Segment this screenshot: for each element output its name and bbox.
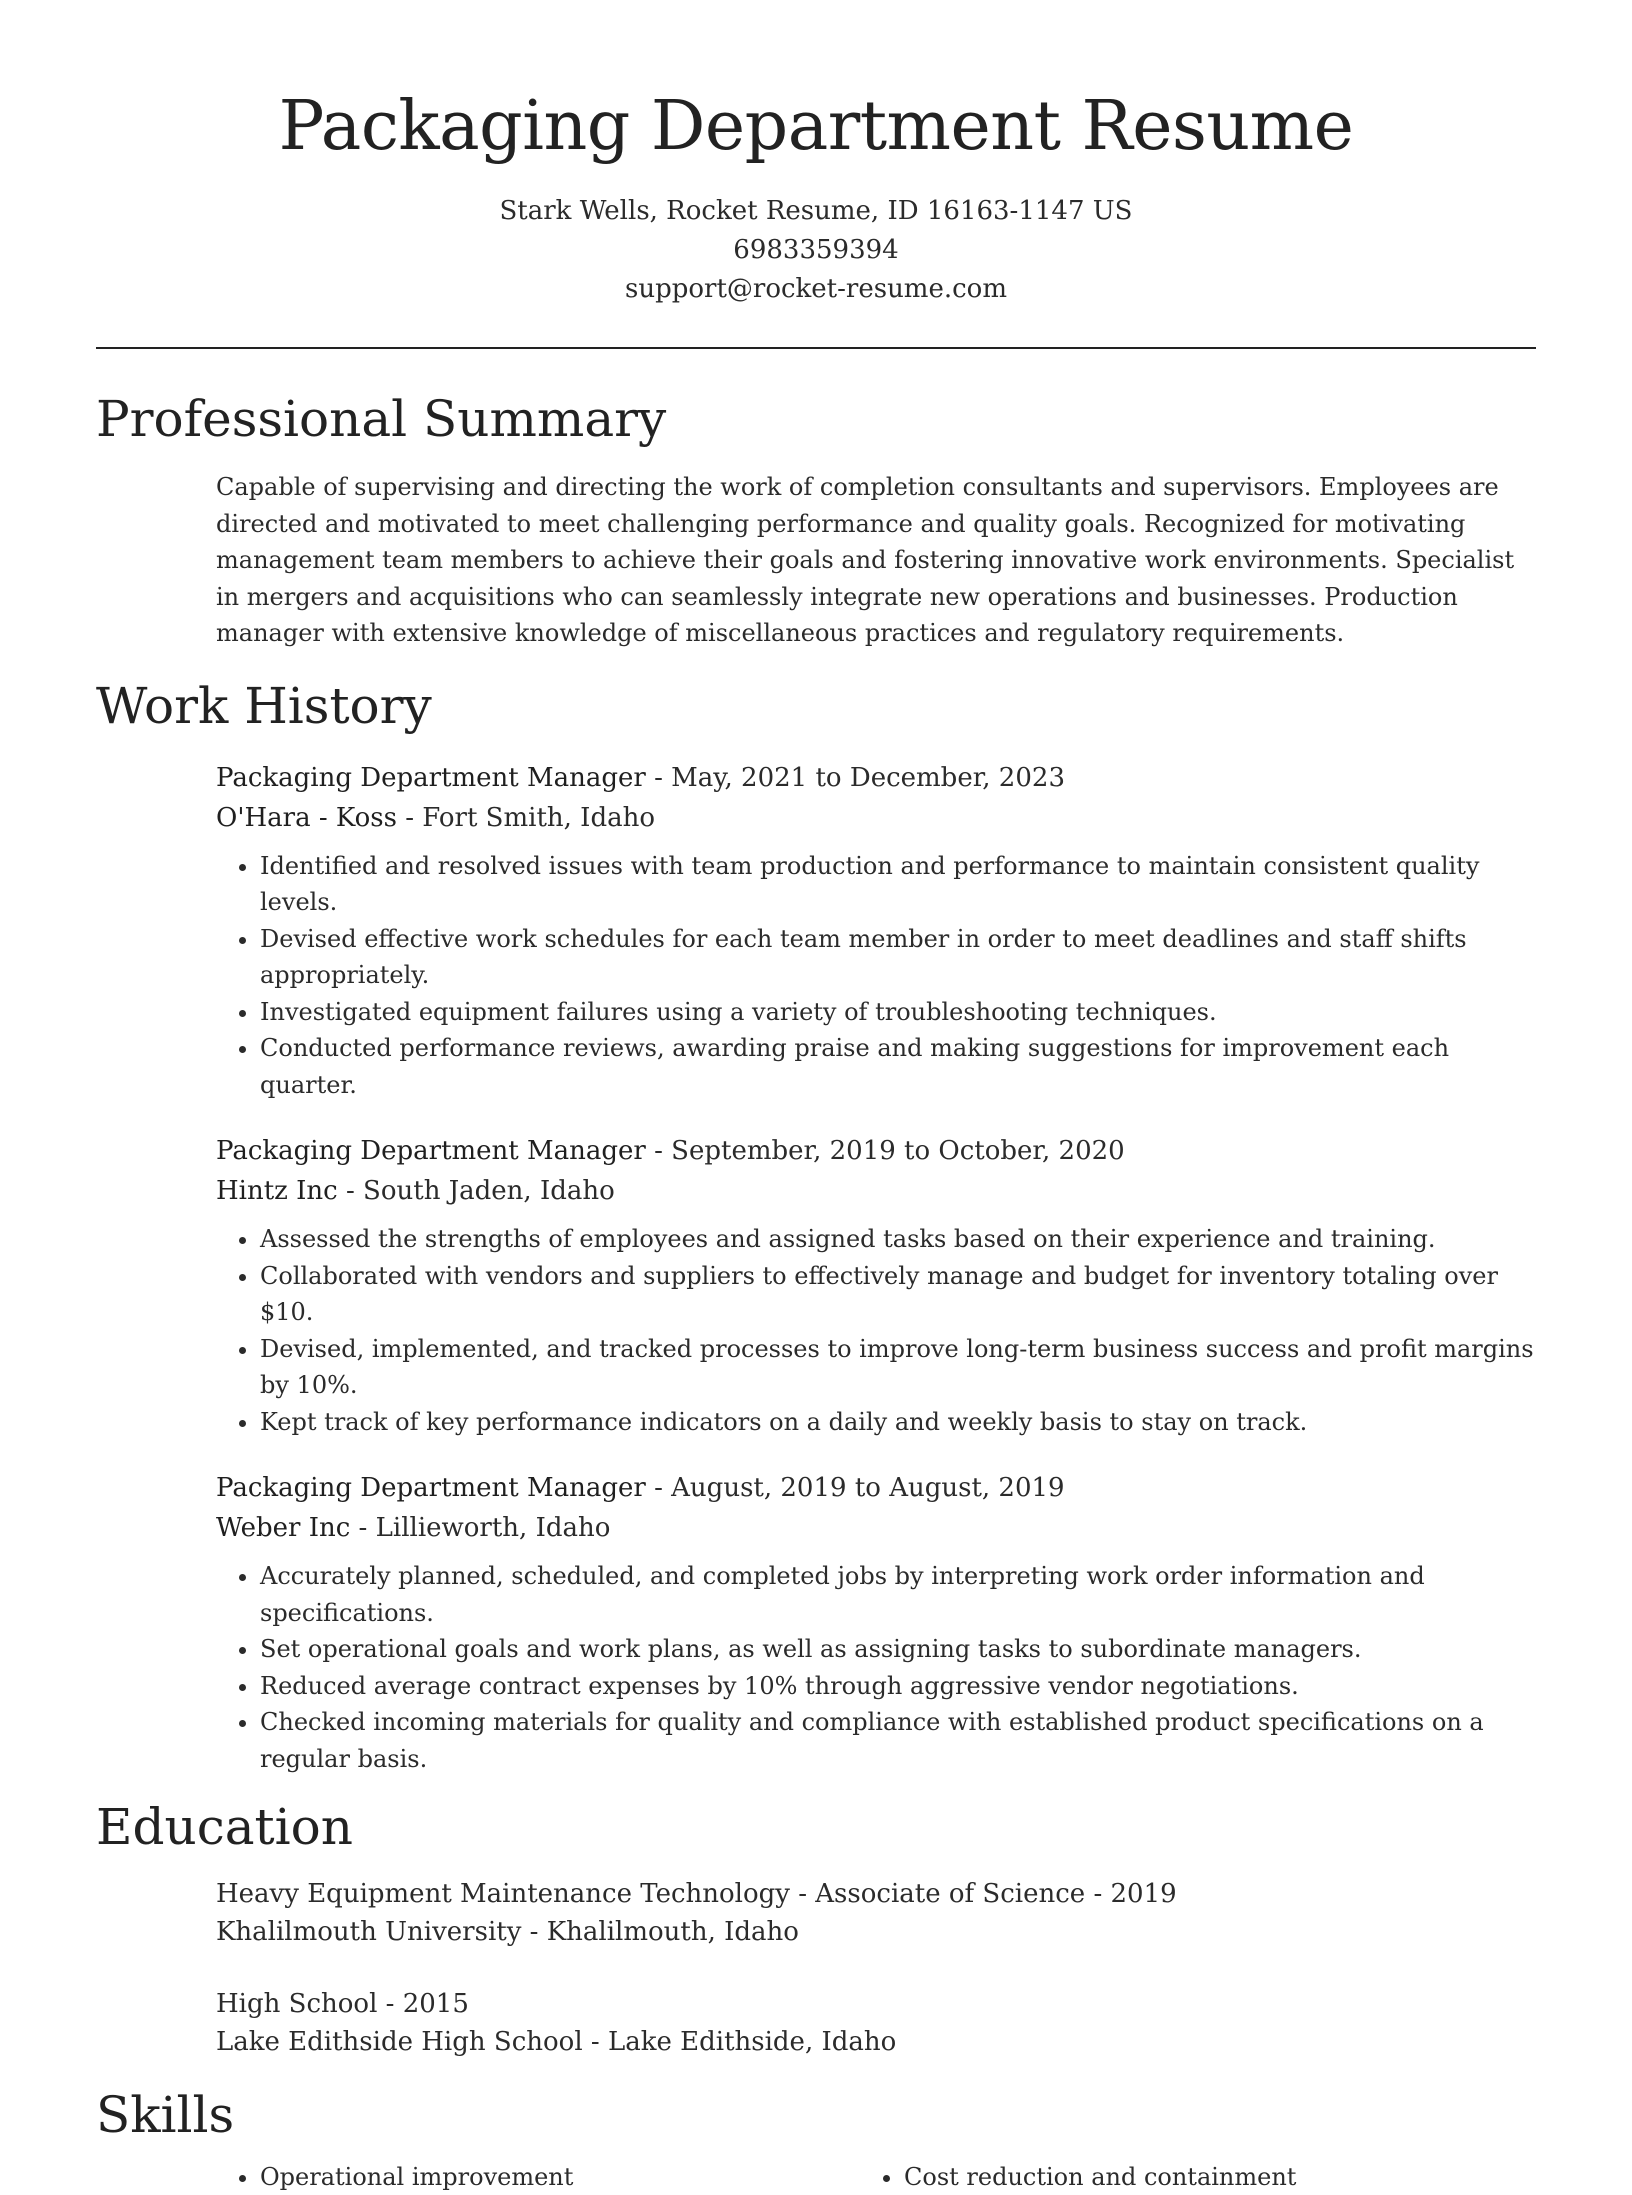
contact-address: Stark Wells, Rocket Resume, ID 16163-1147 US [499, 196, 1133, 226]
header-divider [96, 347, 1536, 349]
skill-item: • Operational improvement [260, 2159, 860, 2195]
education-school: Lake Edithside High School [216, 2027, 583, 2057]
job-bullet: • Identified and resolved issues with team production and performance to maintain consistent quality levels. [260, 848, 1536, 921]
job-bullet: • Devised, implemented, and tracked processes to improve long-term business success and profit margins by 10%. [260, 1331, 1536, 1404]
education-degree: High School [216, 1989, 378, 2019]
job-title-line [216, 1131, 1536, 1171]
education-location: - Khalilmouth, Idaho [521, 1917, 799, 1947]
job-title-line [216, 1468, 1536, 1508]
job-dates: - August, 2019 to August, 2019 [645, 1473, 1065, 1503]
job-entry [216, 1131, 1536, 1440]
education-degree: Heavy Equipment Maintenance Technology - Associate of Science [216, 1879, 1086, 1909]
job-company-line [216, 1508, 1536, 1548]
job-bullet: • Assessed the strengths of employees and assigned tasks based on their experience and training. [260, 1221, 1536, 1258]
work-history-heading: Work History [96, 676, 432, 735]
job-company: O'Hara - Koss [216, 802, 397, 833]
job-entry [216, 1468, 1536, 1777]
summary-text: Capable of supervising and directing the work of completion consultants and supervisors. Employees are directed and motivated to meet challenging performance and quality goals. Recognized for motivating management team members to achieve their goals and fostering innovative work environments. Specialist in mergers and acquisitions who can seamlessly integrate new operations and businesses. Production manager with extensive knowledge of miscellaneous practices and regulatory requirements. [216, 473, 1515, 647]
education-heading: Education [96, 1798, 353, 1856]
contact-block [96, 192, 1536, 309]
job-bullets [216, 1221, 1536, 1440]
education-entry [216, 1985, 1536, 2061]
job-entry [216, 758, 1536, 1104]
education-entry [216, 1875, 1536, 1951]
education-school-line [216, 2023, 1536, 2061]
skill-item: • Cost reduction and containment [904, 2159, 1504, 2195]
education-year: - 2019 [1085, 1879, 1177, 1909]
education-location: - Lake Edithside, Idaho [582, 2027, 897, 2057]
skills-heading: Skills [96, 2086, 235, 2144]
job-bullet: • Kept track of key performance indicators on a daily and weekly basis to stay on track. [260, 1404, 1536, 1441]
job-title: Packaging Department Manager [216, 762, 646, 793]
job-location: - Lillieworth, Idaho [350, 1513, 611, 1543]
contact-phone: 6983359394 [733, 235, 899, 265]
job-company-line [216, 1171, 1536, 1211]
job-bullet: • Accurately planned, scheduled, and completed jobs by interpreting work order information and specifications. [260, 1558, 1536, 1631]
job-title: Packaging Department Manager [216, 1136, 646, 1166]
job-bullet: • Collaborated with vendors and suppliers to effectively manage and budget for inventory totaling over $10. [260, 1258, 1536, 1331]
job-title: Packaging Department Manager [216, 1473, 646, 1503]
job-bullet: • Reduced average contract expenses by 10% through aggressive vendor negotiations. [260, 1668, 1536, 1705]
job-company: Hintz Inc [216, 1176, 338, 1206]
job-bullet: • Checked incoming materials for quality and compliance with established product specifications on a regular basis. [260, 1704, 1536, 1777]
job-bullet: • Investigated equipment failures using a variety of troubleshooting techniques. [260, 994, 1536, 1031]
education-school-line [216, 1913, 1536, 1951]
contact-email: support@rocket-resume.com [624, 274, 1007, 304]
job-bullets [216, 848, 1536, 1104]
job-bullet: • Devised effective work schedules for each team member in order to meet deadlines and staff shifts appropriately. [260, 921, 1536, 994]
job-bullets [216, 1558, 1536, 1777]
resume-page [96, 0, 1536, 2195]
skills-list [216, 2159, 1536, 2195]
skills-column-right [860, 2159, 1504, 2195]
resume-title: Packaging Department Resume [278, 87, 1354, 166]
job-location: - Fort Smith, Idaho [396, 802, 655, 833]
job-title-line [216, 758, 1536, 798]
education-year: - 2015 [377, 1989, 469, 2019]
education-degree-line [216, 1985, 1536, 2023]
job-dates: - May, 2021 to December, 2023 [645, 762, 1065, 793]
job-location: - South Jaden, Idaho [337, 1176, 615, 1206]
summary-heading: Professional Summary [96, 390, 667, 448]
education-school: Khalilmouth University [216, 1917, 522, 1947]
education-degree-line [216, 1875, 1536, 1913]
job-company-line [216, 798, 1536, 838]
skills-column-left [216, 2159, 860, 2195]
job-bullet: • Conducted performance reviews, awarding praise and making suggestions for improvement each quarter. [260, 1030, 1536, 1103]
job-dates: - September, 2019 to October, 2020 [645, 1136, 1125, 1166]
job-bullet: • Set operational goals and work plans, as well as assigning tasks to subordinate managers. [260, 1631, 1536, 1668]
job-company: Weber Inc [216, 1513, 351, 1543]
